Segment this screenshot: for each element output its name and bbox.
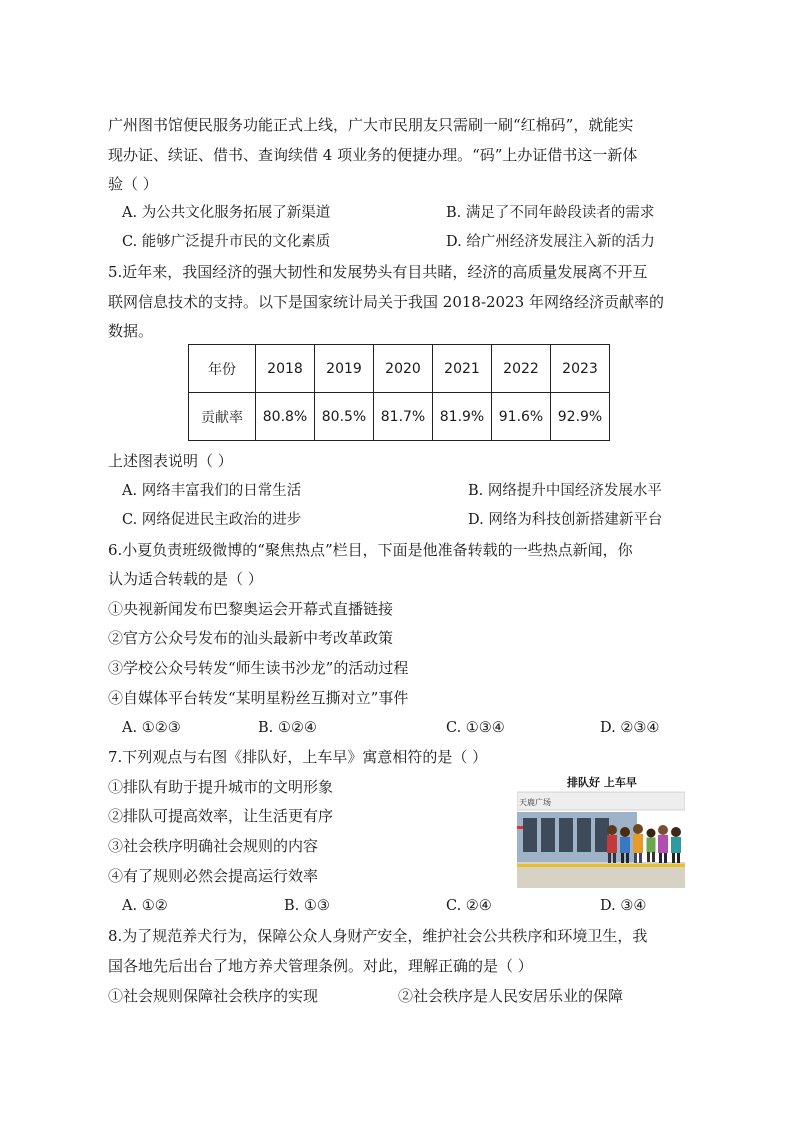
q7-option-c: C. ②④ xyxy=(446,898,492,914)
q5-option-a: A. 网络丰富我们的日常生活 xyxy=(122,483,302,499)
q6-line-1: 6.小夏负责班级微博的“聚焦热点”栏目，下面是他准备转载的一些热点新闻，你 xyxy=(108,541,633,559)
station-sign: 天鹿广场 xyxy=(519,798,551,807)
q5-line-2: 联网信息技术的支持。以下是国家统计局关于我国 2018-2023 年网络经济贡献率的 xyxy=(108,293,664,311)
q6-option-a: A. ①②③ xyxy=(122,720,181,736)
q6-item-2: ②官方公众号发布的汕头最新中考改革政策 xyxy=(108,629,394,647)
intro-option-c: C. 能够广泛提升市民的文化素质 xyxy=(122,234,331,250)
intro-option-d: D. 给广州经济发展注入新的活力 xyxy=(446,234,655,250)
q5-option-c: C. 网络促进民主政治的进步 xyxy=(122,512,302,528)
q6-item-3: ③学校公众号转发“师生读书沙龙”的活动过程 xyxy=(108,659,409,677)
table-cell-rate: 81.7% xyxy=(374,393,433,441)
q7-item-3: ③社会秩序明确社会规则的内容 xyxy=(108,837,319,855)
intro-option-a: A. 为公共文化服务拓展了新渠道 xyxy=(122,205,331,221)
intro-line-2: 现办证、续证、借书、查询续借 4 项业务的便捷办理。“码”上办证借书这一新体 xyxy=(108,146,638,164)
table-cell-year: 2022 xyxy=(492,345,551,393)
table-cell-year: 2021 xyxy=(433,345,492,393)
q8-item-2: ②社会秩序是人民安居乐业的保障 xyxy=(398,987,624,1005)
table-cell-year: 2019 xyxy=(315,345,374,393)
q7-option-a: A. ①② xyxy=(122,898,168,914)
intro-option-b: B. 满足了不同年龄段读者的需求 xyxy=(446,205,655,221)
table-cell-year: 2018 xyxy=(256,345,315,393)
q7-item-2: ②排队可提高效率，让生活更有序 xyxy=(108,807,334,825)
table-cell-rate: 92.9% xyxy=(551,393,610,441)
queue-cartoon-image xyxy=(517,772,685,888)
q5-line-1: 5.近年来，我国经济的强大韧性和发展势头有目共睹，经济的高质量发展离不开互 xyxy=(108,263,648,281)
q5-option-d: D. 网络为科技创新搭建新平台 xyxy=(468,512,663,528)
q7-option-b: B. ①③ xyxy=(284,898,330,914)
q6-item-4: ④自媒体平台转发“某明星粉丝互撕对立”事件 xyxy=(108,689,409,707)
table-cell-rate: 80.5% xyxy=(315,393,374,441)
q7-option-d: D. ③④ xyxy=(600,898,647,914)
table-cell-year: 2020 xyxy=(374,345,433,393)
q8-line-2: 国各地先后出台了地方养犬管理条例。对此，理解正确的是（ ） xyxy=(108,957,533,975)
q5-option-b: B. 网络提升中国经济发展水平 xyxy=(468,483,662,499)
table-cell-rate: 81.9% xyxy=(433,393,492,441)
q6-option-c: C. ①③④ xyxy=(446,720,505,736)
table-cell-rate: 80.8% xyxy=(256,393,315,441)
q6-option-b: B. ①②④ xyxy=(258,720,317,736)
table-header-rate: 贡献率 xyxy=(189,393,256,441)
q7-line-1: 7.下列观点与右图《排队好，上车早》寓意相符的是（ ） xyxy=(108,748,488,766)
cartoon-caption: 排队好 上车早 xyxy=(567,776,637,789)
table-row-rates xyxy=(189,393,610,441)
table-cell-rate: 91.6% xyxy=(492,393,551,441)
q6-option-d: D. ②③④ xyxy=(600,720,660,736)
q8-item-1: ①社会规则保障社会秩序的实现 xyxy=(108,987,319,1005)
contribution-rate-table xyxy=(188,344,610,441)
intro-line-1: 广州图书馆便民服务功能正式上线，广大市民朋友只需刷一刷“红棉码”，就能实 xyxy=(108,116,634,134)
q5-line-3: 数据。 xyxy=(108,322,154,340)
q5-stem: 上述图表说明（ ） xyxy=(108,452,233,470)
intro-line-3: 验（ ） xyxy=(108,175,158,193)
table-header-year: 年份 xyxy=(189,345,256,393)
q6-item-1: ①央视新闻发布巴黎奥运会开幕式直播链接 xyxy=(108,600,394,618)
q7-item-1: ①排队有助于提升城市的文明形象 xyxy=(108,778,334,796)
table-cell-year: 2023 xyxy=(551,345,610,393)
q6-line-2: 认为适合转载的是（ ） xyxy=(108,570,263,588)
q7-item-4: ④有了规则必然会提高运行效率 xyxy=(108,867,319,885)
q8-line-1: 8.为了规范养犬行为，保障公众人身财产安全，维护社会公共秩序和环境卫生，我 xyxy=(108,927,648,945)
table-row-years xyxy=(189,345,610,393)
